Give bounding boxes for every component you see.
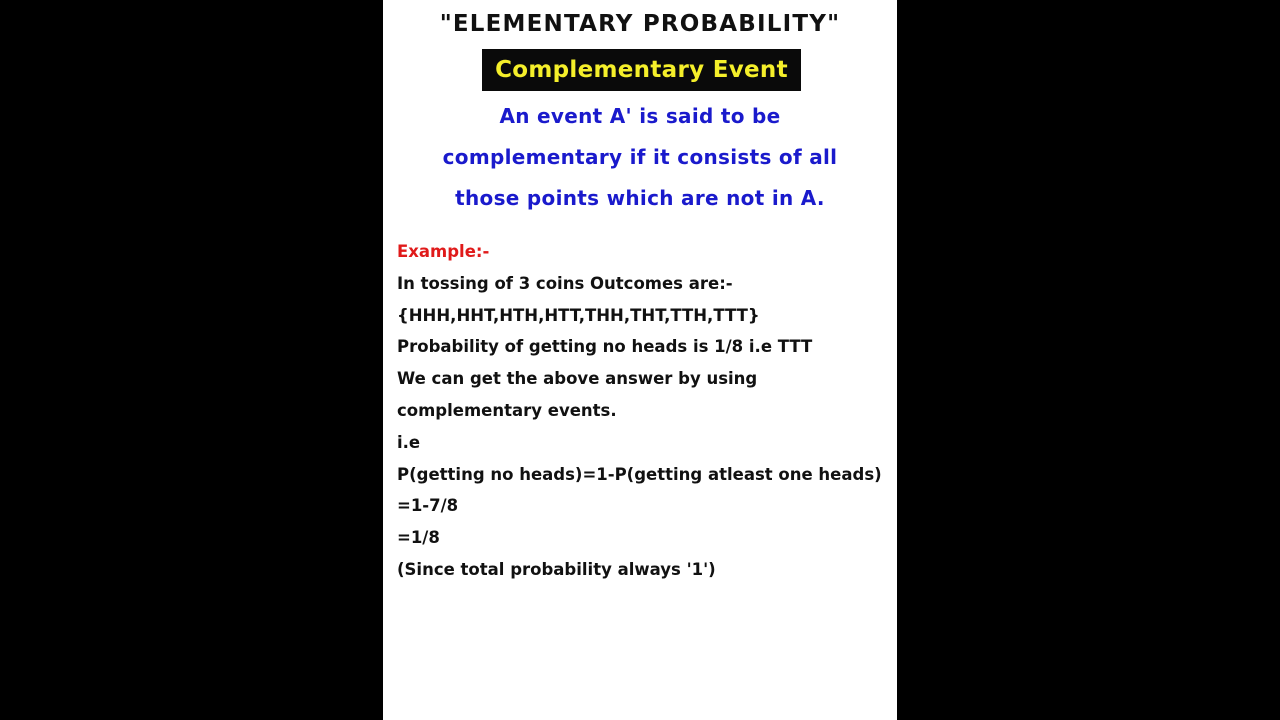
example-formula: =1/8	[397, 528, 440, 548]
example-formula: =1-7/8	[397, 496, 459, 516]
example-line: Probability of getting no heads is 1/8 i.e TTT	[397, 337, 813, 357]
document-page	[383, 0, 897, 720]
example-outcomes: {HHH,HHT,HTH,HTT,THH,THT,TTH,TTT}	[397, 305, 760, 325]
example-line: complementary events.	[397, 400, 617, 420]
example-formula: P(getting no heads)=1-P(getting atleast one heads)	[397, 464, 882, 484]
definition-line: An event A' is said to be	[499, 104, 781, 128]
example-section	[397, 236, 889, 586]
example-note: (Since total probability always '1')	[397, 559, 716, 579]
page-title: "ELEMENTARY PROBABILITY"	[439, 11, 841, 37]
definition-line: those points which are not in A.	[455, 186, 825, 210]
example-line: i.e	[397, 432, 421, 452]
example-line: We can get the above answer by using	[397, 369, 758, 389]
example-label: Example:-	[397, 242, 490, 261]
definition-line: complementary if it consists of all	[442, 145, 838, 169]
definition-text	[383, 96, 897, 219]
subtitle-banner	[482, 49, 801, 91]
subtitle-text: Complementary Event	[495, 57, 788, 83]
example-line: In tossing of 3 coins Outcomes are:-	[397, 273, 733, 293]
